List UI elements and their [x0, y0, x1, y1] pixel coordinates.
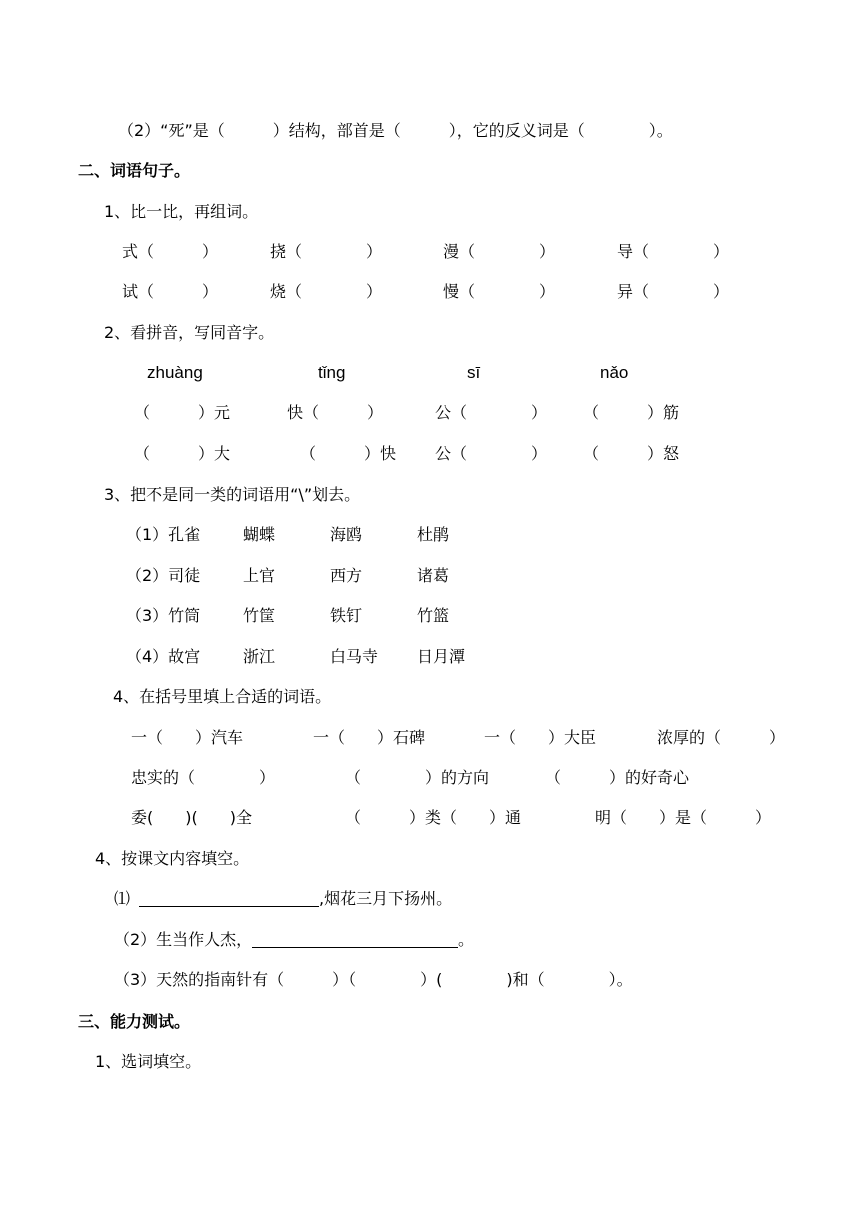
q4a-item: 一（ ）大臣 — [484, 728, 597, 747]
q4a-item: 委( )( )全 — [131, 808, 252, 827]
q4a-item: 忠实的（ ） — [131, 768, 276, 787]
q3-word: 诸葛 — [417, 566, 450, 585]
q2-item: （ ）元 — [134, 403, 231, 422]
pinyin-label: nǎo — [600, 363, 629, 382]
q2-item: （ ）怒 — [583, 444, 680, 463]
q4a-title: 4、在括号里填上合适的词语。 — [113, 687, 332, 706]
q1-item: 式（ ） — [122, 242, 219, 261]
section3-title: 三、能力测试。 — [78, 1012, 191, 1031]
q1-item: 异（ ） — [617, 282, 730, 301]
section2-title: 二、词语句子。 — [78, 161, 191, 180]
q2-item: （ ）快 — [300, 444, 397, 463]
q3-word: 杜鹃 — [417, 525, 450, 544]
section1-q2-line: （2）“死”是（ ）结构，部首是（ ），它的反义词是（ ）。 — [118, 121, 673, 140]
q2-item: （ ）筋 — [583, 403, 680, 422]
q4b-l2-prefix: （2）生当作人杰， — [114, 930, 253, 949]
q4a-item: 浓厚的（ ） — [657, 728, 786, 747]
q2-item: 公（ ） — [435, 403, 548, 422]
q3-word: （2）司徒 — [126, 566, 201, 585]
q4b-title: 4、按课文内容填空。 — [95, 849, 250, 868]
q3-word: 浙江 — [243, 647, 276, 666]
pinyin-label: sī — [467, 363, 481, 382]
q3-word: 蝴蝶 — [243, 525, 276, 544]
q3-word: （3）竹筒 — [126, 606, 201, 625]
q4a-item: 一（ ）石碑 — [313, 728, 426, 747]
q1-item: 挠（ ） — [270, 242, 383, 261]
q4b-l3: （3）天然的指南针有（ ）（ ）( )和（ ）。 — [114, 970, 633, 989]
q3-word: 日月潭 — [417, 647, 466, 666]
q4a-item: （ ）的好奇心 — [545, 768, 690, 787]
q4b-l2-suffix: 。 — [458, 930, 475, 949]
q2-item: 快（ ） — [287, 403, 384, 422]
q4a-item: （ ）的方向 — [345, 768, 490, 787]
pinyin-label: tǐng — [318, 363, 346, 382]
q1-item: 导（ ） — [617, 242, 730, 261]
q4b-l1-prefix: ⑴ — [114, 889, 131, 908]
q3-title: 3、把不是同一类的词语用“\”划去。 — [104, 485, 361, 504]
answer-blank-line[interactable] — [252, 947, 458, 948]
q3-word: （4）故宫 — [126, 647, 201, 666]
q4a-item: 一（ ）汽车 — [131, 728, 244, 747]
q1-item: 试（ ） — [122, 282, 219, 301]
q3-word: 白马寺 — [330, 647, 379, 666]
q1-item: 慢（ ） — [443, 282, 556, 301]
q3-word: 竹筐 — [243, 606, 276, 625]
q4a-item: 明（ ）是（ ） — [595, 808, 772, 827]
section3-q1-title: 1、选词填空。 — [95, 1052, 202, 1071]
q3-word: （1）孔雀 — [126, 525, 201, 544]
q4b-l1-suffix: ,烟花三月下扬州。 — [319, 889, 453, 908]
q3-word: 西方 — [330, 566, 363, 585]
q3-word: 上官 — [243, 566, 276, 585]
q4a-item: （ ）类（ ）通 — [345, 808, 522, 827]
q2-item: （ ）大 — [134, 444, 231, 463]
q1-item: 烧（ ） — [270, 282, 383, 301]
q3-word: 竹篮 — [417, 606, 450, 625]
q2-title: 2、看拼音，写同音字。 — [104, 323, 275, 342]
q2-item: 公（ ） — [435, 444, 548, 463]
q1-title: 1、比一比，再组词。 — [104, 202, 259, 221]
pinyin-label: zhuàng — [147, 363, 203, 382]
q3-word: 铁钉 — [330, 606, 363, 625]
q1-item: 漫（ ） — [443, 242, 556, 261]
q3-word: 海鸥 — [330, 525, 363, 544]
answer-blank-line[interactable] — [139, 906, 319, 907]
